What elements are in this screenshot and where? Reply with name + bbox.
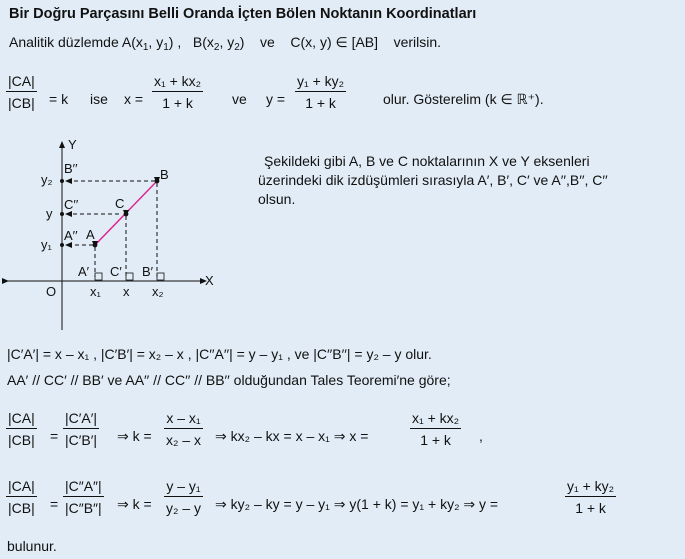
eq1-frac-x: $\frac{\text{x – x₁}}{\text{x₂ – x}}$ [166,410,201,448]
eq1-comma: , [479,428,483,444]
closing-text: bulunur. [7,538,57,554]
label-y2: y₂ [41,172,53,187]
b-right-angle-mark [157,273,164,280]
ise-word: ise [90,91,108,107]
a-right-angle-mark [95,273,102,280]
lengths-line: |C′A′| = x – x₁ , |C′B′| = x₂ – x , |C′′A′′| = y – y₁ , ve |C′′B′′| = y₂ – y olur. [7,346,432,362]
eq2-frac-ca-cb: $\frac{|CA|}{|CB|}$ [8,478,35,516]
point-b-def: $B(x_2$, $y_2$) [192,34,245,53]
parallel-line: AA′ // CC′ // BB′ ve AA′′ // CC′′ // BB′′ olduğundan Tales Teoremi′ne göre; [7,372,451,388]
c-right-angle-mark [126,273,133,280]
label-c-prime: C′ [110,264,122,279]
y-axis-label: Y [68,137,77,152]
eq1-frac-prime: $\frac{|C'A'|}{|C'B'|}$ [65,410,97,448]
eq2-middle: ⇒ ky₂ – ky = y – y₁ ⇒ y(1 + k) = y₁ + ky₂ ⇒ y = [215,496,499,512]
side-line-2: üzerindeki dik izdüşümleri sırasıyla A′, B′, C′ ve A′′,B′′, C′′ [258,172,608,188]
eq-k: = k [49,91,69,107]
eq2-frac-y: $\frac{\text{y – y₁}}{\text{y₂ – y}}$ [166,478,201,516]
side-paragraph [258,152,608,209]
point-b-double-prime [60,179,64,183]
side-line-3: olsun. [258,191,296,207]
y-fraction: $\frac{\text{y₁ + ky₂}}{1 + k}$ [297,73,345,111]
page-title: Bir Doğru Parçasını Belli Oranda İçten Bölen Noktanın Koordinatları [9,6,477,22]
label-a-prime: A′ [78,264,90,279]
label-b-prime: B′ [142,264,154,279]
x-eq: x = [124,91,144,107]
x-fraction: $\frac{\text{x₁ + kx₂}}{1 + k}$ [154,73,202,111]
label-y1: y₁ [41,237,52,252]
label-x1: x₁ [90,284,101,299]
intro-line [9,34,441,53]
eq2-frac-result: $\frac{\text{y₁ + ky₂}}{1 + k}$ [567,478,615,516]
label-c: C [115,196,125,211]
point-a-double-prime [60,243,64,247]
eq2-equals: = [50,496,59,512]
intro-lead: Analitik düzlemde [9,34,119,50]
ratio-fraction: $\frac{|CA|}{|CB|}$ [8,73,35,111]
y-eq: y = [266,91,286,107]
point-a [93,243,98,248]
eq1-frac-ca-cb: $\frac{|CA|}{|CB|}$ [8,410,35,448]
eq2-frac-prime: $\frac{|C''A''|}{|C''B''|}$ [65,478,102,516]
label-x2: x₂ [152,284,164,299]
intro-ve: ve [260,34,275,50]
label-b: B [160,167,169,182]
point-c [124,212,129,217]
def-ve: ve [232,91,247,107]
point-b [155,179,160,184]
label-b-double-prime: B′′ [64,161,78,176]
intro-tail: verilsin. [393,34,442,50]
label-c-double-prime: C′′ [64,197,79,212]
eq1-implies-k: ⇒ k = [117,428,152,444]
side-line-1: Şekildeki gibi A, B ve C noktalarının X ve Y eksenleri [264,153,590,169]
eq1-middle: ⇒ kx₂ – kx = x – x₁ ⇒ x = [215,428,369,444]
projection-figure [0,132,250,337]
point-c-def: C(x, y) ∈ [AB] [290,34,379,50]
eq1-frac-result: $\frac{\text{x₁ + kx₂}}{1 + k}$ [412,410,460,448]
point-a-def: $A(x_1$, $y_1$) , [121,34,182,53]
point-c-double-prime [60,212,64,216]
label-x: x [123,284,130,299]
def-tail: olur. Gösterelim (k ∈ ℝ⁺). [383,91,544,107]
label-y: y [46,206,53,221]
label-a-double-prime: A′′ [64,228,78,243]
origin-label: O [46,284,57,299]
eq1-equals: = [50,428,59,444]
x-axis-label: X [205,273,214,288]
label-a: A [86,227,95,242]
eq2-implies-k: ⇒ k = [117,496,152,512]
